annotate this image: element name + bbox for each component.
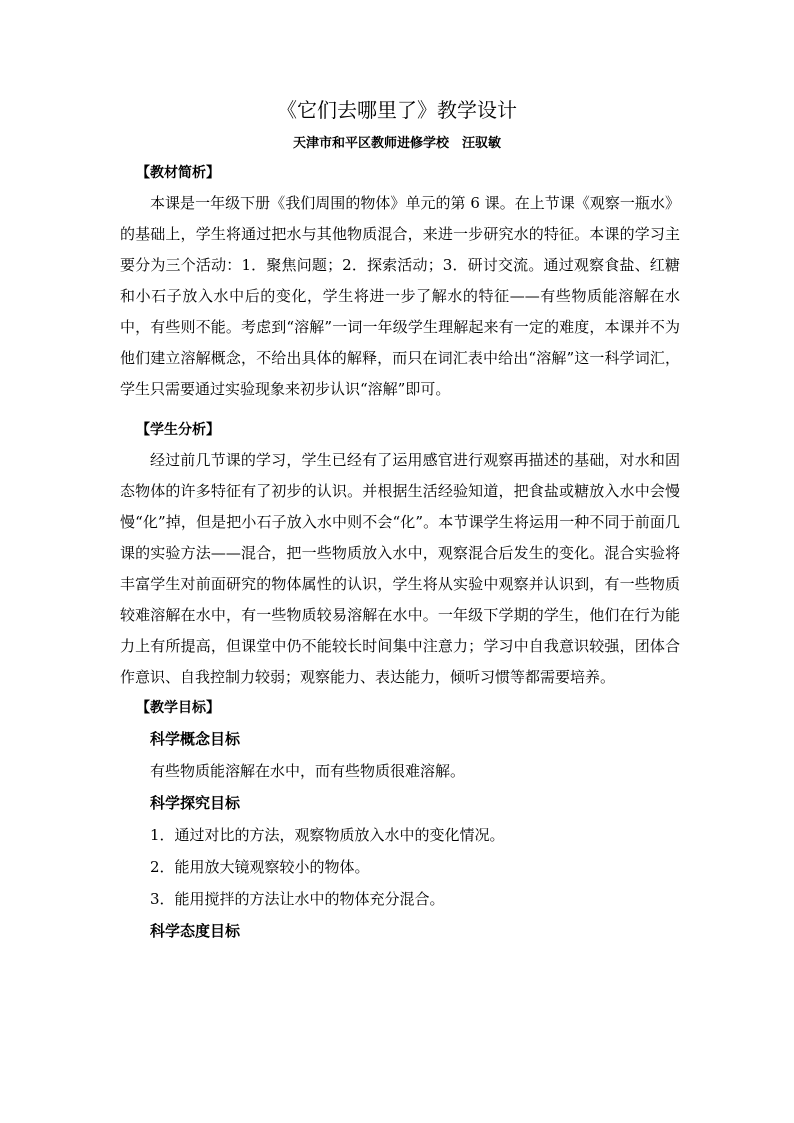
inquiry-goal-item: 2．能用放大镜观察较小的物体。 [150, 858, 370, 876]
author-line: 天津市和平区教师进修学校 汪驭敏 [292, 136, 501, 151]
section-heading-textbook: 【教材简析】 [136, 165, 220, 181]
concept-goal-text: 有些物质能溶解在水中，而有些物质很难溶解。 [150, 762, 466, 780]
section-gap [120, 405, 680, 415]
attitude-goal-heading: 科学态度目标 [150, 922, 241, 940]
inquiry-goal-item: 1．通过对比的方法，观察物质放入水中的变化情况。 [150, 826, 505, 844]
section-heading-students: 【学生分析】 [136, 422, 220, 438]
inquiry-goal-heading: 科学探究目标 [150, 794, 241, 812]
concept-goal-heading: 科学概念目标 [150, 730, 241, 748]
textbook-paragraph: 本课是一年级下册《我们周围的物体》单元的第 6 课。在上节课《观察一瓶水》的基础上，学生将通过把水与其他物质混合，来进一步研究水的特征。本课的学习主要分为三个活动：1．聚焦问题；2．探索活动；3．研讨交流。通过观察食盐、红糖和小石子放入水中后的变化，学生将进一步了解水的特征——有些物质能溶解在水中，有些则不能。考虑到“溶解”一词一年级学生理解起来有一定的难度，本课并不为他们建立溶解概念，不给出具体的解释，而只在词汇表中给出“溶解”这一科学词汇，学生只需要通过实验现象来初步认识“溶解”即可。 [120, 194, 680, 398]
students-paragraph: 经过前几节课的学习，学生已经有了运用感官进行观察再描述的基础，对水和固态物体的许多特征有了初步的认识。并根据生活经验知道，把食盐或糖放入水中会慢慢“化”掉，但是把小石子放入水中则不会“化”。本节课学生将运用一种不同于前面几课的实验方法——混合，把一些物质放入水中，观察混合后发生的变化。混合实验将丰富学生对前面研究的物体属性的认识，学生将从实验中观察并认识到，有一些物质较难溶解在水中，有一些物质较易溶解在水中。一年级下学期的学生，他们在行为能力上有所提高，但课堂中仍不能较长时间集中注意力；学习中自我意识较强，团体合作意识、自我控制力较弱；观察能力、表达能力，倾听习惯等都需要培养。 [120, 451, 680, 686]
section-heading-goals: 【教学目标】 [136, 700, 220, 716]
document-body [120, 158, 680, 947]
document-title: 《它们去哪里了》教学设计 [277, 98, 517, 122]
inquiry-goal-item: 3．能用搅拌的方法让水中的物体充分混合。 [150, 890, 445, 908]
